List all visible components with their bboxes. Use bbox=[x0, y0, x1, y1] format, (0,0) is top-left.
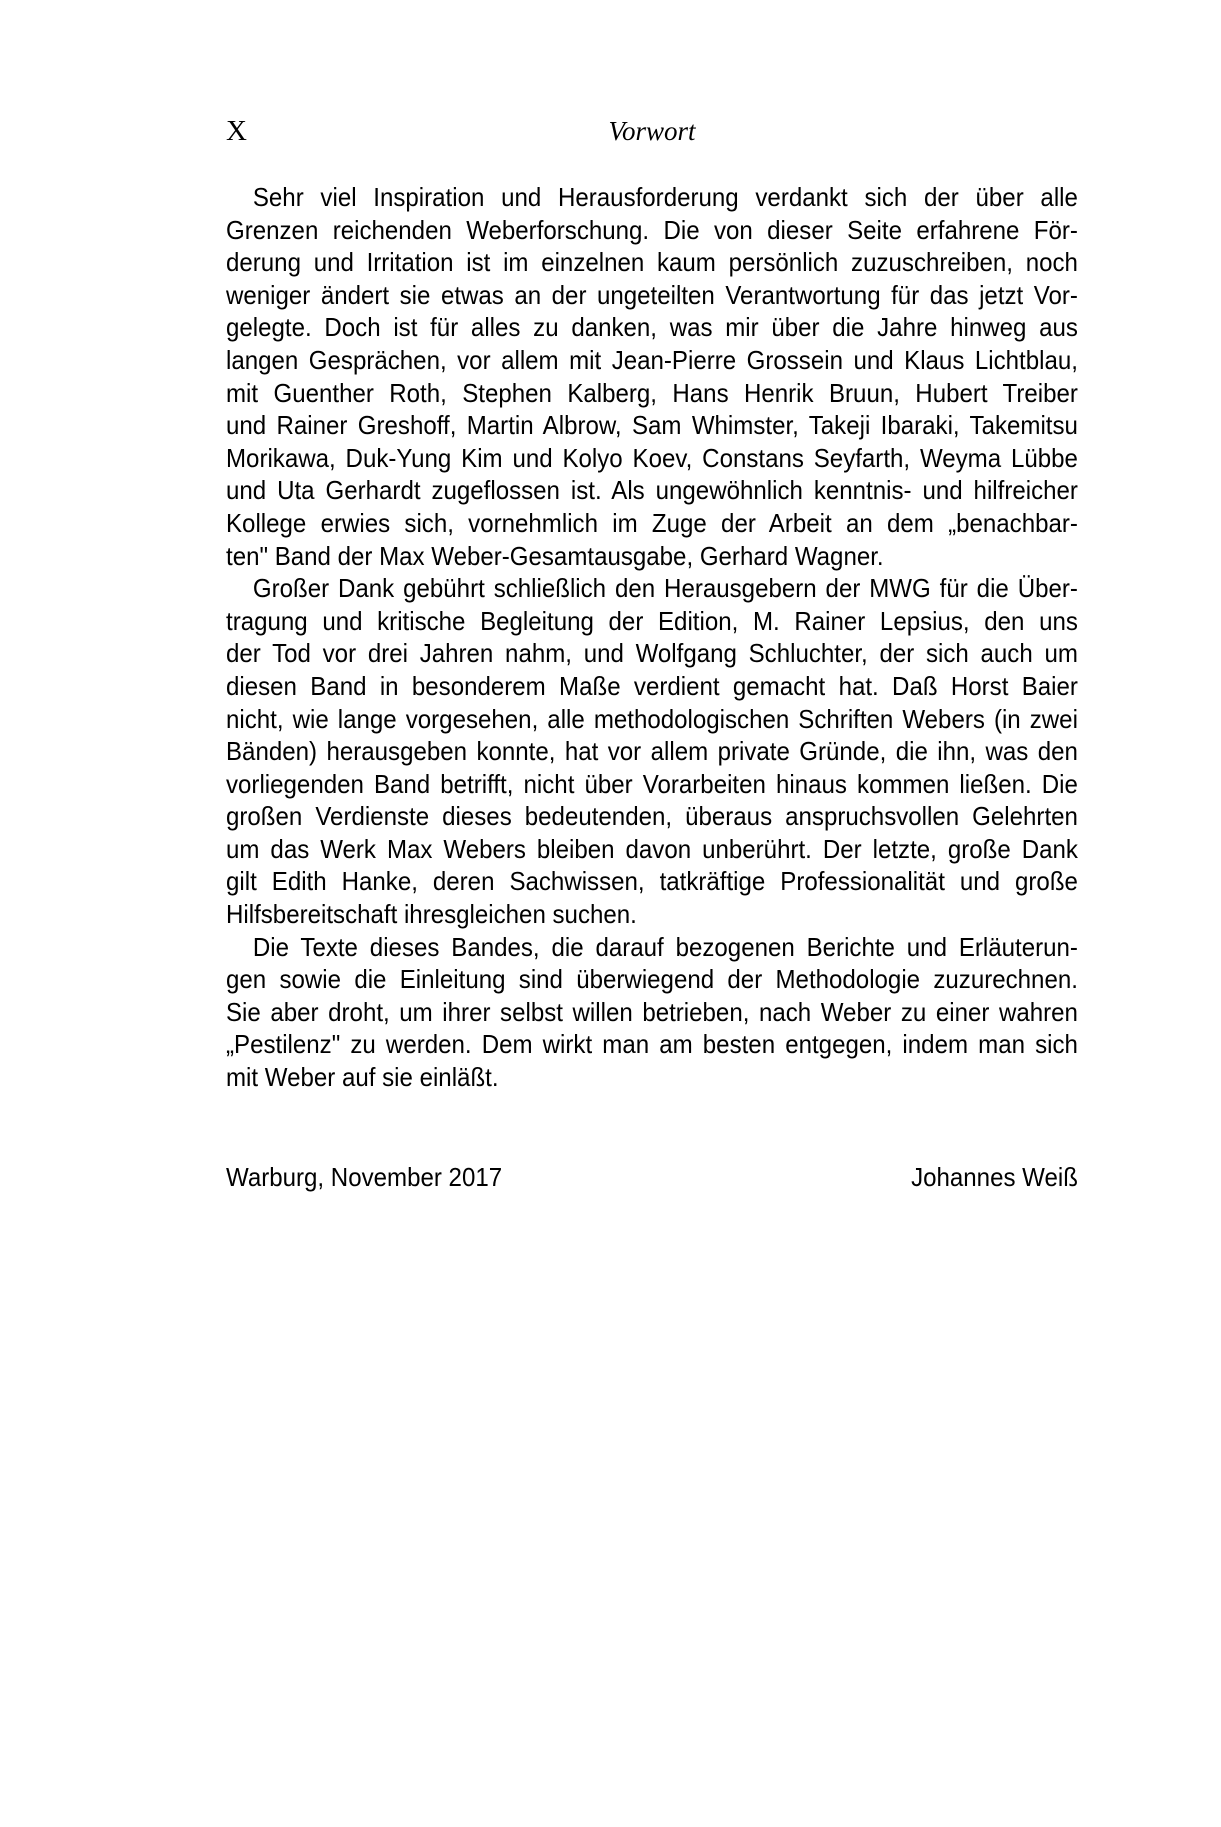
text-line: diesen Band in besonderem Maße verdient gemacht hat. Daß Horst Baier bbox=[226, 670, 1078, 701]
text-line: mit Weber auf sie einläßt. bbox=[226, 1062, 499, 1093]
page-title: Vorwort bbox=[608, 116, 696, 146]
text-line: und Uta Gerhardt zugeflossen ist. Als ungewöhnlich kenntnis- und hilfreicher bbox=[226, 475, 1078, 506]
text-line: Grenzen reichenden Weberforschung. Die von dieser Seite erfahrene För- bbox=[226, 214, 1078, 245]
signature-row bbox=[226, 1161, 1078, 1194]
text-line: Bänden) herausgeben konnte, hat vor allem private Gründe, die ihn, was den bbox=[226, 736, 1078, 767]
page-header bbox=[226, 114, 1078, 154]
text-line: tragung und kritische Begleitung der Edition, M. Rainer Lepsius, den uns bbox=[226, 605, 1078, 636]
text-line: Großer Dank gebührt schließlich den Herausgebern der MWG für die Über- bbox=[252, 573, 1078, 604]
text-line: langen Gesprächen, vor allem mit Jean-Pierre Grossein und Klaus Lichtblau, bbox=[226, 344, 1078, 375]
signature-place-date: Warburg, November 2017 bbox=[226, 1162, 503, 1192]
body-text bbox=[226, 181, 1078, 1094]
text-line: ten" Band der Max Weber-Gesamtausgabe, Gerhard Wagner. bbox=[226, 540, 884, 571]
paragraph bbox=[226, 181, 1078, 572]
text-line: um das Werk Max Webers bleiben davon unberührt. Der letzte, große Dank bbox=[226, 833, 1078, 864]
text-line: „Pestilenz" zu werden. Dem wirkt man am besten entgegen, indem man sich bbox=[226, 1029, 1078, 1060]
text-line: gilt Edith Hanke, deren Sachwissen, tatkräftige Professionalität und große bbox=[226, 866, 1078, 897]
text-line: Morikawa, Duk-Yung Kim und Kolyo Koev, Constans Seyfarth, Weyma Lübbe bbox=[226, 442, 1078, 473]
text-line: großen Verdienste dieses bedeutenden, überaus anspruchsvollen Gelehrten bbox=[226, 801, 1078, 832]
text-line: Die Texte dieses Bandes, die darauf bezogenen Berichte und Erläuterun- bbox=[252, 931, 1078, 962]
text-line: Sie aber droht, um ihrer selbst willen betrieben, nach Weber zu einer wahren bbox=[226, 996, 1078, 1027]
text-line: Hilfsbereitschaft ihresgleichen suchen. bbox=[226, 899, 637, 930]
text-line: nicht, wie lange vorgesehen, alle methodologischen Schriften Webers (in zwei bbox=[226, 703, 1078, 734]
text-line: Sehr viel Inspiration und Herausforderung verdankt sich der über alle bbox=[252, 182, 1078, 212]
text-line: mit Guenther Roth, Stephen Kalberg, Hans Henrik Bruun, Hubert Treiber bbox=[226, 377, 1078, 408]
text-line: vorliegenden Band betrifft, nicht über Vorarbeiten hinaus kommen ließen. Die bbox=[226, 768, 1078, 799]
text-line: weniger ändert sie etwas an der ungeteilten Verantwortung für das jetzt Vor- bbox=[226, 279, 1078, 310]
paragraph bbox=[226, 572, 1078, 931]
page-number: X bbox=[226, 115, 248, 147]
text-line: derung und Irritation ist im einzelnen kaum persönlich zuzuschreiben, noch bbox=[226, 247, 1078, 278]
signature-author: Johannes Weiß bbox=[911, 1162, 1078, 1192]
text-line: Kollege erwies sich, vornehmlich im Zuge der Arbeit an dem „benachbar- bbox=[226, 507, 1078, 538]
text-line: gelegte. Doch ist für alles zu danken, was mir über die Jahre hinweg aus bbox=[226, 312, 1078, 343]
paragraph bbox=[226, 931, 1078, 1094]
text-line: der Tod vor drei Jahren nahm, und Wolfgang Schluchter, der sich auch um bbox=[226, 638, 1078, 669]
text-line: gen sowie die Einleitung sind überwiegend der Methodologie zuzurechnen. bbox=[226, 964, 1078, 995]
text-line: und Rainer Greshoff, Martin Albrow, Sam Whimster, Takeji Ibaraki, Takemitsu bbox=[226, 410, 1078, 441]
